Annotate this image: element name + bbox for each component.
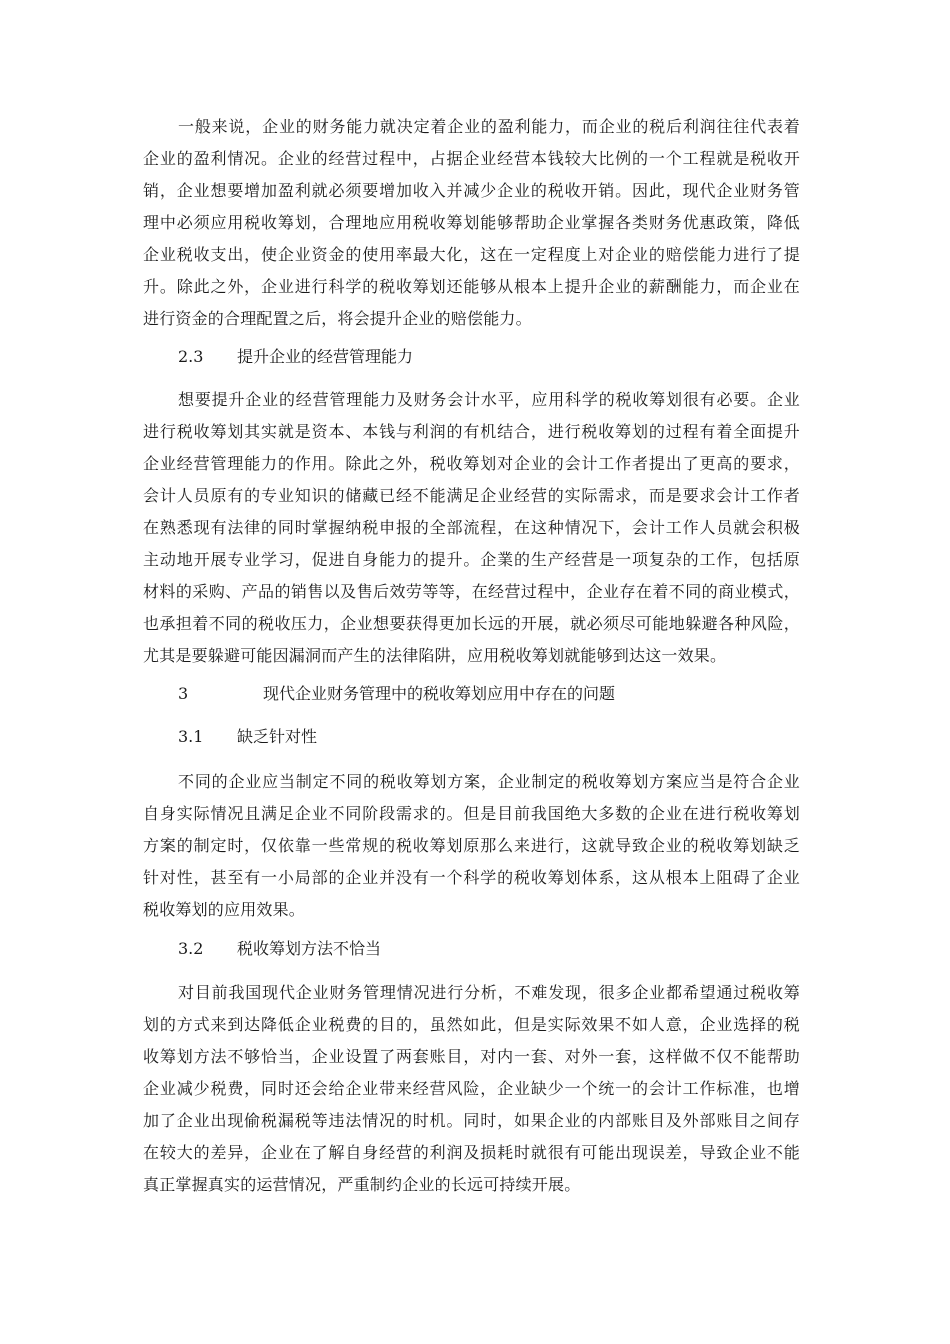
section-title: 缺乏针对性 [237, 727, 318, 746]
paragraph-line: 尤其是要躲避可能因漏洞而产生的法律陷阱，应用税收筹划就能够到达这一效果。 [143, 646, 727, 665]
paragraph-line: 一般来说，企业的财务能力就决定着企业的盈利能力，而企业的税后利润往往代表着 [178, 117, 800, 136]
paragraph-line: 企业的盈利情况。企业的经营过程中，占据企业经营本钱较大比例的一个工程就是税收开 [143, 149, 800, 168]
paragraph-line: 加了企业出现偷税漏税等违法情况的时机。同时，如果企业的内部账目及外部账目之间存 [143, 1111, 800, 1130]
paragraph-line: 主动地开展专业学习，促进自身能力的提升。企業的生产经营是一项复杂的工作，包括原 [143, 550, 800, 569]
paragraph-line: 收筹划方法不够恰当，企业设置了两套账目，对内一套、对外一套，这样做不仅不能帮助 [143, 1047, 800, 1066]
section-number: 3.1 [178, 727, 204, 746]
paragraph-line: 方案的制定时，仅依靠一些常规的税收筹划原那么来进行，这就导致企业的税收筹划缺乏 [143, 836, 800, 855]
paragraph-line: 理中必须应用税收筹划，合理地应用税收筹划能够帮助企业掌握各类财务优惠政策，降低 [143, 213, 800, 232]
paragraph-line: 真正掌握真实的运营情况，严重制约企业的长远可持续开展。 [143, 1175, 581, 1194]
section-number: 2.3 [178, 347, 204, 366]
paragraph-line: 企业经营管理能力的作用。除此之外，税收筹划对企业的会计工作者提出了更高的要求， [143, 454, 800, 473]
paragraph-line: 也承担着不同的税收压力，企业想要获得更加长远的开展，就必须尽可能地躲避各种风险， [143, 614, 800, 633]
section-title: 提升企业的经营管理能力 [237, 347, 414, 366]
paragraph-line: 进行资金的合理配置之后，将会提升企业的赔偿能力。 [143, 309, 532, 328]
paragraph-line: 在熟悉现有法律的同时掌握纳税申报的全部流程，在这种情况下，会计工作人员就会积极 [143, 518, 800, 537]
paragraph-line: 会计人员原有的专业知识的储藏已经不能满足企业经营的实际需求，而是要求会计工作者 [143, 486, 800, 505]
section-title: 税收筹划方法不恰当 [237, 939, 382, 958]
paragraph-line: 划的方式来到达降低企业税费的目的，虽然如此，但是实际效果不如人意，企业选择的税 [143, 1015, 800, 1034]
section-number: 3 [178, 684, 189, 703]
section-title: 现代企业财务管理中的税收筹划应用中存在的问题 [263, 684, 616, 703]
section-number: 3.2 [178, 939, 204, 958]
paragraph-line: 企业税收支出，使企业资金的使用率最大化，这在一定程度上对企业的赔偿能力进行了提 [143, 245, 800, 264]
paragraph-line: 材料的采购、产品的销售以及售后效劳等等，在经营过程中，企业存在着不同的商业模式， [143, 582, 800, 601]
paragraph-line: 企业减少税费，同时还会给企业带来经营风险，企业缺少一个统一的会计工作标准，也增 [143, 1079, 800, 1098]
paragraph-line: 想要提升企业的经营管理能力及财务会计水平，应用科学的税收筹划很有必要。企业 [178, 390, 800, 409]
paragraph-line: 针对性，甚至有一小局部的企业并没有一个科学的税收筹划体系，这从根本上阻碍了企业 [143, 868, 800, 887]
paragraph-line: 进行税收筹划其实就是资本、本钱与利润的有机结合，进行税收筹划的过程有着全面提升 [143, 422, 800, 441]
paragraph-line: 在较大的差异，企业在了解自身经营的利润及损耗时就很有可能出现误差，导致企业不能 [143, 1143, 800, 1162]
paragraph-line: 税收筹划的应用效果。 [143, 900, 306, 919]
paragraph-line: 销，企业想要增加盈利就必须要增加收入并减少企业的税收开销。因此，现代企业财务管 [143, 181, 800, 200]
paragraph-line: 不同的企业应当制定不同的税收筹划方案，企业制定的税收筹划方案应当是符合企业 [178, 772, 800, 791]
paragraph-line: 升。除此之外，企业进行科学的税收筹划还能够从根本上提升企业的薪酬能力，而企业在 [143, 277, 800, 296]
paragraph-line: 对目前我国现代企业财务管理情况进行分析，不难发现，很多企业都希望通过税收筹 [178, 983, 800, 1002]
paragraph-line: 自身实际情况且满足企业不同阶段需求的。但是目前我国绝大多数的企业在进行税收筹划 [143, 804, 800, 823]
